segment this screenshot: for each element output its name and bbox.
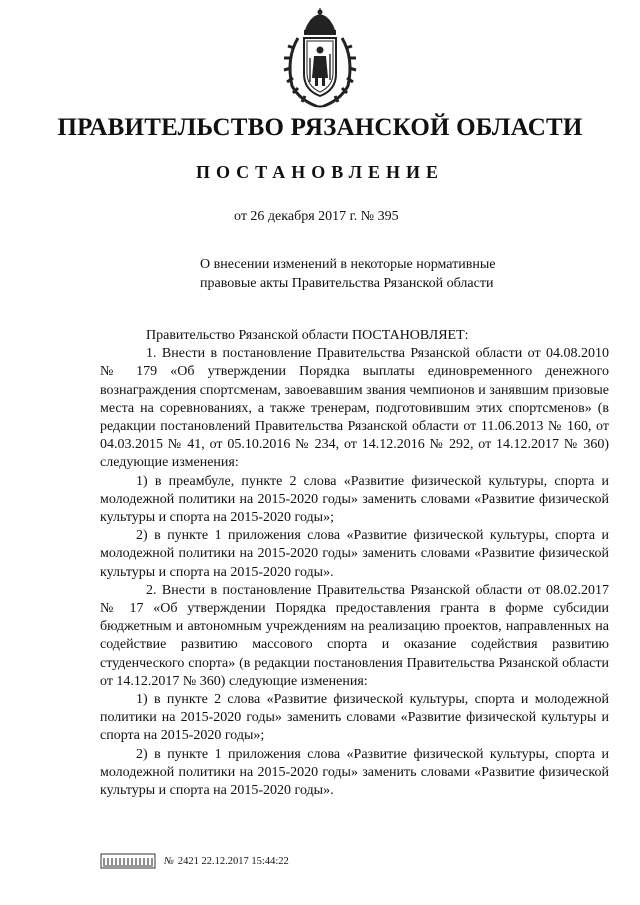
subject-line-1: О внесении изменений в некоторые нормативные (200, 257, 496, 272)
document-subject (200, 255, 540, 293)
coat-of-arms-icon (280, 8, 360, 110)
item-2-subitem-2: 2) в пункте 1 приложения слова «Развитие физической культуры, спорта и молодежной политики на 2015-2020 годы» заменить словами «Развитие физической культуры и спорта на 2015-2020 годы». (100, 746, 609, 799)
subject-line-2: правовые акты Правительства Рязанской области (200, 276, 494, 291)
document-date-number: от 26 декабря 2017 г. № 395 (234, 209, 399, 224)
item-2-paragraph: 2. Внести в постановление Правительства Рязанской области от 08.02.2017 № 17 «Об утверждении Порядка предоставления гранта в форме субсидии бюджетным и автономным учреждениям на реализацию проектов, направленных на содействие развитию массового спорта и оказание содействия развитию студенческого спорта» (в редакции постановления Правительства Рязанской области от 14.12.2017 № 360) следующие изменения: (100, 582, 609, 689)
registration-stamp-text: 2421 22.12.2017 15:44:22 (177, 855, 289, 867)
document-body (100, 327, 609, 800)
number-sign-icon: № (164, 855, 174, 867)
organization-title: ПРАВИТЕЛЬСТВО РЯЗАНСКОЙ ОБЛАСТИ (57, 114, 583, 141)
item-1-subitem-1: 1) в преамбуле, пункте 2 слова «Развитие физической культуры, спорта и молодежной политики на 2015-2020 годы» заменить словами «Развитие физической культуры и спорта на 2015-2020 годы»; (100, 473, 609, 526)
item-1-subitem-2: 2) в пункте 1 приложения слова «Развитие физической культуры, спорта и молодежной политики на 2015-2020 годы» заменить словами «Развитие физической культуры и спорта на 2015-2020 годы». (100, 528, 609, 580)
item-2-subitem-1: 1) в пункте 2 слова «Развитие физической культуры, спорта и молодежной политики на 2015-2020 годы» заменить словами «Развитие физической культуры и спорта на 2015-2020 годы»; (100, 692, 609, 744)
document-type: ПОСТАНОВЛЕНИЕ (195, 162, 445, 182)
registration-footer (100, 852, 289, 870)
registry-stamp-icon (100, 852, 156, 870)
intro-paragraph: Правительство Рязанской области ПОСТАНОВЛЯЕТ: (146, 328, 469, 343)
item-1-paragraph: 1. Внести в постановление Правительства Рязанской области от 04.08.2010 № 179 «Об утверждении Порядка выплаты единовременного денежного вознаграждения спортсменам, завоевавшим звания чемпионов и занявшим призовые места на соревнованиях, а также тренерам, подготовившим этих спортсменов» (в редакции постановлений Правительства Рязанской области от 11.06.2013 № 160, от 04.03.2015 № 41, от 05.10.2016 № 234, от 14.12.2016 № 292, от 14.12.2017 № 360) следующие изменения: (100, 346, 609, 471)
